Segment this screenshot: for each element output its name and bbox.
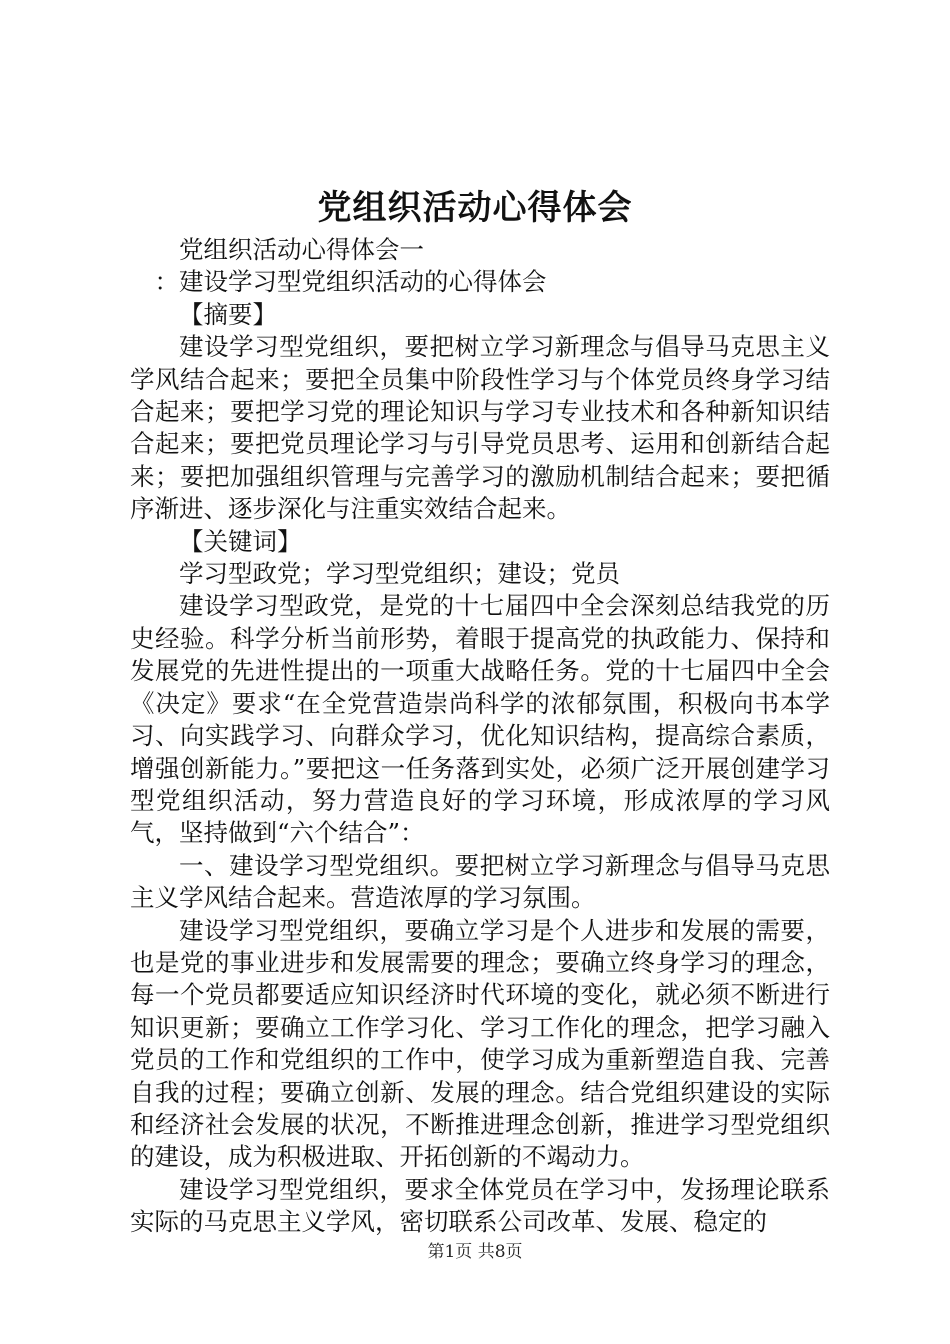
body-paragraph: 建设学习型党组织，要确立学习是个人进步和发展的需要，也是党的事业进步和发展需要的理念；要确立终身学习的理念，每一个党员都要适应知识经济时代环境的变化，就必须不断进行知识更新；要确立工作学习化、学习工作化的理念，把学习融入党员的工作和党组织的工作中，使学习成为重新塑造自我、完善自我的过程；要确立创新、发展的理念。结合党组织建设的实际和经济社会发展的状况，不断推进理念创新，推进学习型党组织的建设，成为积极进取、开拓创新的不竭动力。 xyxy=(130,915,830,1172)
page-number: 第1页 共8页 xyxy=(427,1242,523,1262)
intro-paragraph: 建设学习型政党，是党的十七届四中全会深刻总结我党的历史经验。科学分析当前形势，着眼于提高党的执政能力、保持和发展党的先进性提出的一项重大战略任务。党的十七届四中全会《决定》要求“在全党营造崇尚科学的浓郁氛围，积极向书本学习、向实践学习、向群众学习，优化知识结构，提高综合素质，增强创新能力。”要把这一任务落到实处，必须广泛开展创建学习型党组织活动，努力营造良好的学习环境，形成浓厚的学习风气，坚持做到“六个结合”： xyxy=(130,591,830,848)
keywords-line: 学习型政党；学习型党组织；建设；党员 xyxy=(179,559,620,589)
section-heading: 一、建设学习型党组织。要把树立学习新理念与倡导马克思主义学风结合起来。营造浓厚的学习氛围。 xyxy=(130,850,830,913)
document-body xyxy=(130,234,830,1239)
abstract-label: 【摘要】 xyxy=(179,299,277,329)
body-paragraph: 建设学习型党组织，要求全体党员在学习中，发扬理论联系实际的马克思主义学风，密切联系公司改革、发展、稳定的 xyxy=(130,1174,830,1237)
subtitle-line: 党组织活动心得体会一 xyxy=(179,235,424,264)
abstract-paragraph: 建设学习型党组织，要把树立学习新理念与倡导马克思主义学风结合起来；要把全员集中阶段性学习与个体党员终身学习结合起来；要把学习党的理论知识与学习专业技术和各种新知识结合起来；要把党员理论学习与引导党员思考、运用和创新结合起来；要把加强组织管理与完善学习的激励机制结合起来；要把循序渐进、逐步深化与注重实效结合起来。 xyxy=(130,332,830,524)
heading-line: ：建设学习型党组织活动的心得体会 xyxy=(154,267,547,297)
keywords-label: 【关键词】 xyxy=(179,526,302,556)
document-title: 党组织活动心得体会 xyxy=(317,188,633,228)
